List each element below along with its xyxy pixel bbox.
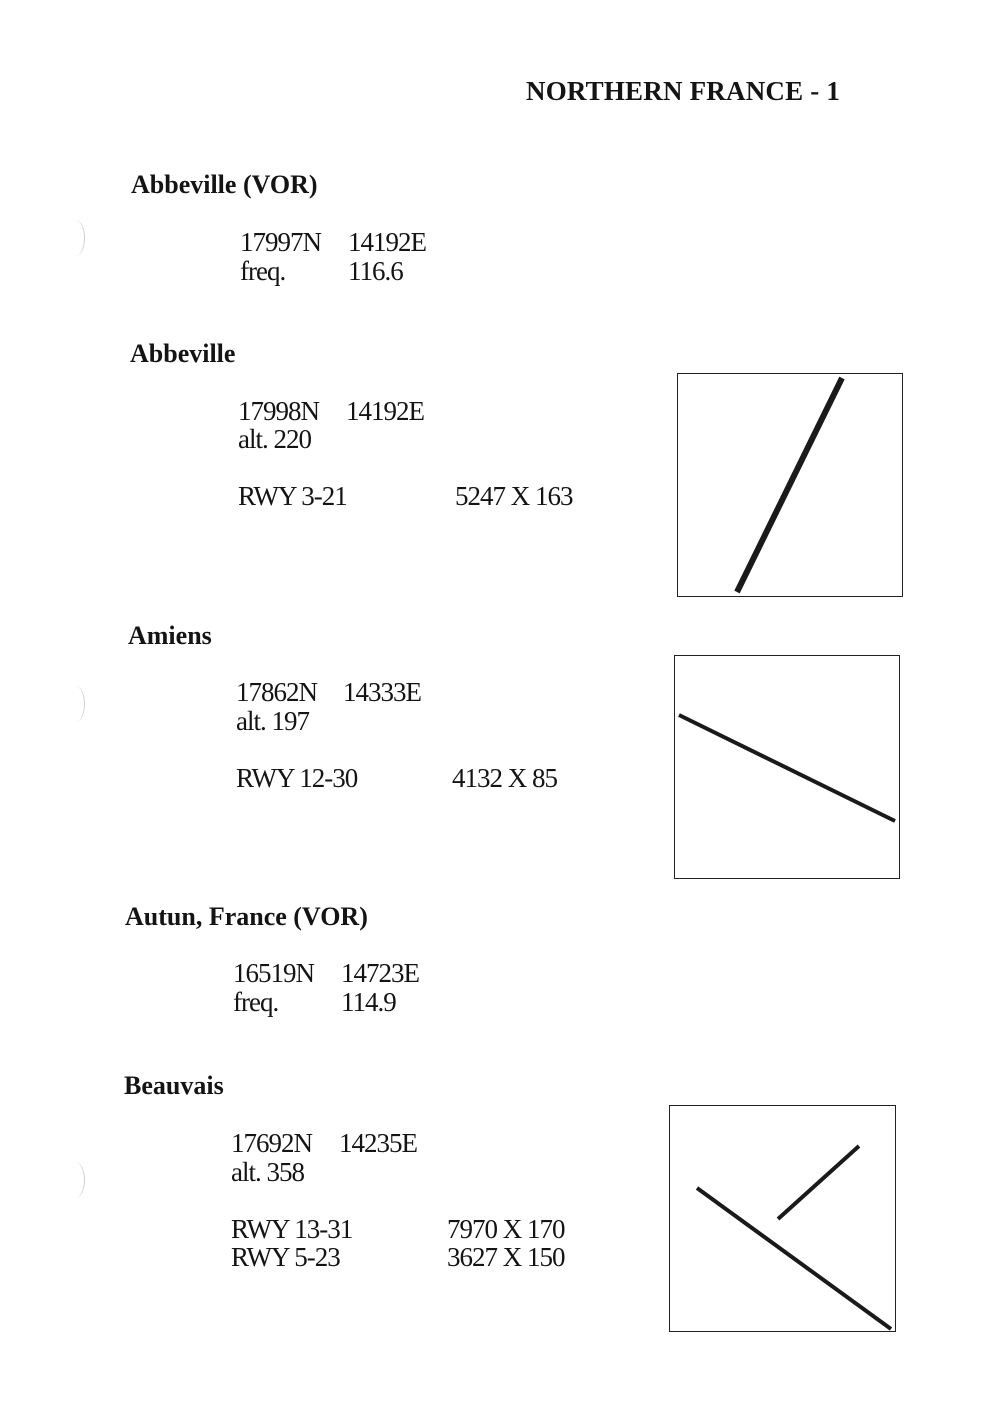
runway-diagram [674,655,900,879]
longitude: 14192E [346,396,424,426]
longitude: 14723E [341,958,419,988]
runway-diagram-svg [670,1106,895,1331]
punch-hole-mark [66,220,85,256]
longitude: 14192E [348,227,426,257]
runway-diagram [669,1105,896,1332]
runway-dimensions: 5247 X 163 [455,481,573,511]
runway-diagram [677,373,903,597]
altitude: alt. 358 [231,1157,304,1187]
punch-hole-mark [66,686,85,722]
latitude: 17692N [231,1128,312,1158]
runway-label: RWY 5-23 [231,1242,340,1272]
altitude: alt. 197 [236,706,309,736]
latitude: 17998N [238,396,319,426]
entry-name: Autun, France (VOR) [125,902,368,931]
altitude: alt. 220 [238,424,311,454]
runway-label: RWY 12-30 [236,763,358,793]
page-title: NORTHERN FRANCE - 1 [526,76,841,106]
runway-5-23-line [778,1146,859,1219]
longitude: 14333E [343,677,421,707]
entry-name: Beauvais [124,1071,224,1100]
runway-dimensions: 3627 X 150 [447,1242,565,1272]
runway-3-21-line [737,378,842,592]
runway-diagram-svg [675,656,899,878]
runway-13-31-line [697,1188,891,1329]
entry-name: Amiens [128,621,212,650]
runway-diagram-svg [678,374,902,596]
frequency-label: freq. [233,987,279,1017]
punch-hole-mark [66,1162,85,1198]
entry-name: Abbeville [130,339,236,368]
runway-12-30-line [679,715,895,821]
frequency-value: 114.9 [341,987,396,1017]
frequency-label: freq. [240,256,286,286]
runway-label: RWY 13-31 [231,1214,353,1244]
runway-dimensions: 7970 X 170 [447,1214,565,1244]
latitude: 16519N [233,958,314,988]
runway-dimensions: 4132 X 85 [452,763,557,793]
frequency-value: 116.6 [348,256,403,286]
runway-label: RWY 3-21 [238,481,347,511]
entry-name: Abbeville (VOR) [131,170,318,199]
latitude: 17997N [240,227,321,257]
longitude: 14235E [339,1128,417,1158]
latitude: 17862N [236,677,317,707]
